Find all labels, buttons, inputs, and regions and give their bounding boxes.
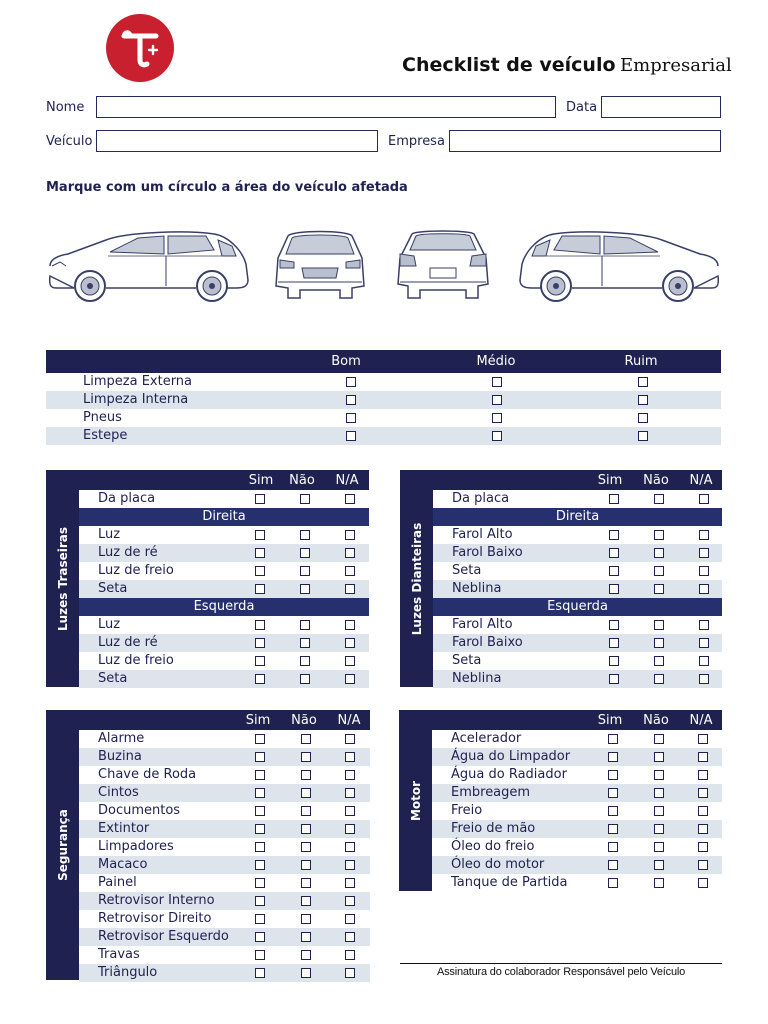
checkbox-2[interactable]	[301, 734, 311, 744]
checkbox-1[interactable]	[346, 413, 356, 423]
checkbox-3[interactable]	[699, 530, 709, 540]
checkbox-2[interactable]	[654, 860, 664, 870]
checkbox-2[interactable]	[301, 932, 311, 942]
row-label: Luz de ré	[98, 545, 158, 560]
motor-section	[399, 710, 722, 891]
checkbox-2[interactable]	[654, 788, 664, 798]
checkbox-2[interactable]	[654, 806, 664, 816]
motor-rows	[432, 730, 722, 892]
checkbox-3[interactable]	[699, 638, 709, 648]
data-field[interactable]	[601, 96, 721, 118]
checkbox-1[interactable]	[255, 896, 265, 906]
row-label: Luz	[98, 527, 121, 542]
row-label: Retrovisor Direito	[98, 911, 212, 926]
ld-header	[433, 470, 722, 490]
checkbox-2[interactable]	[300, 530, 310, 540]
checkbox-1[interactable]	[609, 566, 619, 576]
data-label: Data	[566, 100, 598, 115]
luzes-dianteiras-side	[400, 470, 433, 687]
checkbox-2[interactable]	[301, 824, 311, 834]
row-label: Farol Alto	[452, 617, 513, 632]
checkbox-2[interactable]	[492, 377, 502, 387]
subsection-header: Esquerda	[79, 598, 369, 616]
checkbox-1[interactable]	[255, 842, 265, 852]
table-row	[79, 652, 369, 670]
checkbox-2[interactable]	[654, 638, 664, 648]
checkbox-2[interactable]	[300, 656, 310, 666]
checkbox-1[interactable]	[609, 674, 619, 684]
checkbox-1[interactable]	[255, 656, 265, 666]
table-row	[79, 892, 370, 910]
empresa-field[interactable]	[449, 130, 721, 152]
row-label: Limpadores	[98, 839, 174, 854]
row-label: Seta	[98, 581, 128, 596]
checkbox-1[interactable]	[609, 530, 619, 540]
lt-col-na: N/A	[335, 473, 359, 488]
table-row	[79, 928, 370, 946]
general-condition-table	[46, 350, 721, 445]
row-label: Documentos	[98, 803, 181, 818]
checkbox-1[interactable]	[255, 788, 265, 798]
row-label: Farol Baixo	[452, 545, 523, 560]
table-row	[432, 838, 722, 856]
checkbox-1[interactable]	[255, 638, 265, 648]
table-row	[79, 820, 370, 838]
seg-col-nao: Não	[291, 713, 317, 728]
checkbox-1[interactable]	[255, 950, 265, 960]
checkbox-1[interactable]	[609, 620, 619, 630]
checkbox-3[interactable]	[699, 494, 709, 504]
nome-label: Nome	[46, 100, 85, 115]
checkbox-3[interactable]	[345, 914, 355, 924]
checkbox-3[interactable]	[699, 566, 709, 576]
checkbox-3[interactable]	[345, 548, 355, 558]
checkbox-2[interactable]	[300, 638, 310, 648]
checkbox-1[interactable]	[608, 806, 618, 816]
car-rear-illustration[interactable]	[394, 228, 492, 302]
checkbox-2[interactable]	[492, 431, 502, 441]
table-row	[46, 373, 721, 391]
damage-instruction: Marque com um círculo a área do veículo afetada	[46, 180, 408, 195]
checkbox-3[interactable]	[345, 494, 355, 504]
table-row	[79, 580, 369, 598]
checkbox-3[interactable]	[638, 377, 648, 387]
checkbox-1[interactable]	[346, 377, 356, 387]
row-label: Água do Radiador	[451, 767, 567, 782]
checkbox-1[interactable]	[609, 548, 619, 558]
signature-caption: Assinatura do colaborador Responsável pelo Veículo	[436, 966, 686, 978]
lt-col-sim: Sim	[248, 473, 274, 488]
row-label: Óleo do freio	[451, 839, 535, 854]
row-label: Luz de freio	[98, 563, 174, 578]
title-bold: Checklist de veículo	[402, 54, 616, 76]
seguranca-label: Segurança	[55, 809, 70, 881]
row-label: Cintos	[98, 785, 139, 800]
checkbox-1[interactable]	[608, 860, 618, 870]
checkbox-3[interactable]	[345, 860, 355, 870]
table-row	[79, 910, 370, 928]
ld-col-na: N/A	[689, 473, 713, 488]
row-label: Farol Baixo	[452, 635, 523, 650]
checkbox-2[interactable]	[301, 752, 311, 762]
checkbox-3[interactable]	[699, 656, 709, 666]
table-row	[79, 946, 370, 964]
table-row	[79, 562, 369, 580]
checkbox-3[interactable]	[698, 788, 708, 798]
seg-header	[79, 710, 370, 730]
table-row	[79, 784, 370, 802]
checkbox-3[interactable]	[345, 734, 355, 744]
checkbox-2[interactable]	[492, 413, 502, 423]
checkbox-2[interactable]	[654, 878, 664, 888]
checkbox-1[interactable]	[255, 860, 265, 870]
checkbox-3[interactable]	[699, 584, 709, 594]
checkbox-2[interactable]	[654, 770, 664, 780]
checkbox-1[interactable]	[609, 494, 619, 504]
checkbox-1[interactable]	[608, 824, 618, 834]
checkbox-2[interactable]	[654, 842, 664, 852]
checkbox-3[interactable]	[345, 638, 355, 648]
ld-col-nao: Não	[643, 473, 669, 488]
checkbox-1[interactable]	[346, 395, 356, 405]
row-label: Tanque de Partida	[451, 875, 568, 890]
checkbox-2[interactable]	[301, 968, 311, 978]
checkbox-1[interactable]	[255, 674, 265, 684]
car-side-right-illustration[interactable]	[516, 226, 722, 302]
checkbox-2[interactable]	[654, 548, 664, 558]
checkbox-3[interactable]	[345, 620, 355, 630]
row-label: Travas	[98, 947, 140, 962]
general-rows	[46, 373, 721, 445]
row-label: Alarme	[98, 731, 145, 746]
checkbox-2[interactable]	[654, 566, 664, 576]
table-row	[79, 766, 370, 784]
row-label: Da placa	[452, 491, 510, 506]
row-label: Retrovisor Esquerdo	[98, 929, 229, 944]
veiculo-label: Veículo	[46, 134, 93, 149]
table-row	[433, 562, 722, 580]
checkbox-2[interactable]	[300, 620, 310, 630]
row-label: Acelerador	[451, 731, 522, 746]
checkbox-2[interactable]	[300, 584, 310, 594]
checkbox-3[interactable]	[345, 968, 355, 978]
checkbox-3[interactable]	[698, 734, 708, 744]
table-row	[432, 856, 722, 874]
checkbox-3[interactable]	[345, 752, 355, 762]
checkbox-3[interactable]	[698, 770, 708, 780]
checkbox-1[interactable]	[255, 806, 265, 816]
checkbox-3[interactable]	[345, 932, 355, 942]
checkbox-1[interactable]	[255, 584, 265, 594]
row-label: Luz	[98, 617, 121, 632]
table-row	[432, 784, 722, 802]
row-label: Chave de Roda	[98, 767, 197, 782]
checkbox-2[interactable]	[301, 878, 311, 888]
checkbox-2[interactable]	[654, 584, 664, 594]
checkbox-1[interactable]	[608, 752, 618, 762]
checkbox-2[interactable]	[300, 674, 310, 684]
table-row	[433, 580, 722, 598]
table-row	[432, 766, 722, 784]
table-row	[79, 616, 369, 634]
table-row	[432, 820, 722, 838]
checkbox-1[interactable]	[255, 494, 265, 504]
row-label: Limpeza Interna	[83, 392, 189, 407]
checkbox-2[interactable]	[301, 860, 311, 870]
seg-col-na: N/A	[337, 713, 361, 728]
cross-t-logo-icon	[106, 14, 174, 82]
checkbox-3[interactable]	[699, 548, 709, 558]
table-row	[433, 670, 722, 688]
row-label: Painel	[98, 875, 137, 890]
row-label: Farol Alto	[452, 527, 513, 542]
checkbox-1[interactable]	[255, 968, 265, 978]
car-front-illustration[interactable]	[272, 228, 368, 302]
motor-label: Motor	[408, 780, 423, 821]
checkbox-1[interactable]	[255, 878, 265, 888]
table-row	[46, 427, 721, 445]
checkbox-3[interactable]	[345, 896, 355, 906]
checkbox-2[interactable]	[492, 395, 502, 405]
checkbox-1[interactable]	[608, 878, 618, 888]
table-row	[433, 526, 722, 544]
row-label: Da placa	[98, 491, 156, 506]
checkbox-1[interactable]	[255, 620, 265, 630]
table-row	[79, 670, 369, 688]
checkbox-3[interactable]	[345, 674, 355, 684]
seg-col-sim: Sim	[245, 713, 271, 728]
checkbox-3[interactable]	[699, 620, 709, 630]
row-label: Buzina	[98, 749, 142, 764]
nome-field[interactable]	[96, 96, 556, 118]
checkbox-1[interactable]	[255, 932, 265, 942]
checkbox-2[interactable]	[301, 896, 311, 906]
checkbox-3[interactable]	[345, 824, 355, 834]
ld-rows	[433, 490, 722, 688]
luzes-dianteiras-section	[400, 470, 722, 687]
checkbox-3[interactable]	[698, 860, 708, 870]
checkbox-2[interactable]	[301, 914, 311, 924]
checkbox-3[interactable]	[345, 770, 355, 780]
seguranca-section	[46, 710, 370, 980]
row-label: Limpeza Externa	[83, 374, 193, 389]
checkbox-3[interactable]	[345, 878, 355, 888]
motor-col-na: N/A	[689, 713, 713, 728]
checkbox-1[interactable]	[255, 770, 265, 780]
motor-col-nao: Não	[643, 713, 669, 728]
table-row	[79, 544, 369, 562]
checkbox-3[interactable]	[345, 656, 355, 666]
checkbox-3[interactable]	[345, 842, 355, 852]
row-label: Triângulo	[98, 965, 158, 980]
checkbox-2[interactable]	[654, 620, 664, 630]
checkbox-2[interactable]	[301, 788, 311, 798]
checkbox-2[interactable]	[654, 494, 664, 504]
checkbox-2[interactable]	[654, 674, 664, 684]
checkbox-2[interactable]	[654, 752, 664, 762]
row-label: Freio	[451, 803, 483, 818]
table-row	[432, 802, 722, 820]
checkbox-2[interactable]	[300, 494, 310, 504]
checkbox-3[interactable]	[638, 395, 648, 405]
checkbox-3[interactable]	[698, 806, 708, 816]
row-label: Neblina	[452, 581, 502, 596]
checkbox-2[interactable]	[300, 566, 310, 576]
company-logo	[106, 14, 174, 82]
row-label: Luz de freio	[98, 653, 174, 668]
table-row	[79, 634, 369, 652]
row-label: Macaco	[98, 857, 148, 872]
car-side-left-illustration[interactable]	[46, 226, 252, 302]
checkbox-1[interactable]	[255, 530, 265, 540]
checkbox-2[interactable]	[301, 842, 311, 852]
table-row	[79, 874, 370, 892]
row-label: Neblina	[452, 671, 502, 686]
subsection-header: Direita	[79, 508, 369, 526]
checkbox-3[interactable]	[638, 413, 648, 423]
table-row	[46, 409, 721, 427]
motor-col-sim: Sim	[597, 713, 623, 728]
table-row	[433, 544, 722, 562]
row-label: Estepe	[83, 428, 128, 443]
checkbox-1[interactable]	[608, 842, 618, 852]
checkbox-2[interactable]	[301, 770, 311, 780]
checkbox-1[interactable]	[255, 734, 265, 744]
luzes-dianteiras-label: Luzes Dianteiras	[409, 522, 424, 635]
checkbox-3[interactable]	[345, 566, 355, 576]
table-row	[79, 802, 370, 820]
lt-header	[79, 470, 369, 490]
signature-line[interactable]	[400, 963, 722, 964]
seg-rows	[79, 730, 370, 982]
luzes-traseiras-side	[46, 470, 79, 687]
motor-side	[399, 710, 432, 891]
table-row	[79, 730, 370, 748]
ld-col-sim: Sim	[597, 473, 623, 488]
row-label: Luz de ré	[98, 635, 158, 650]
veiculo-field[interactable]	[96, 130, 378, 152]
luzes-traseiras-label: Luzes Traseiras	[55, 526, 70, 631]
table-row	[79, 856, 370, 874]
table-row	[432, 748, 722, 766]
table-row	[433, 616, 722, 634]
table-row	[79, 526, 369, 544]
checkbox-2[interactable]	[654, 734, 664, 744]
row-label: Seta	[452, 653, 482, 668]
subsection-header: Esquerda	[433, 598, 722, 616]
row-label: Retrovisor Interno	[98, 893, 215, 908]
table-row	[433, 490, 722, 508]
lt-rows	[79, 490, 369, 688]
checkbox-2[interactable]	[654, 656, 664, 666]
checkbox-3[interactable]	[345, 806, 355, 816]
checkbox-3[interactable]	[698, 752, 708, 762]
checkbox-3[interactable]	[345, 584, 355, 594]
checkbox-3[interactable]	[698, 842, 708, 852]
table-row	[79, 964, 370, 982]
checkbox-1[interactable]	[255, 914, 265, 924]
table-row	[432, 874, 722, 892]
checkbox-3[interactable]	[699, 674, 709, 684]
table-row	[79, 490, 369, 508]
row-label: Seta	[452, 563, 482, 578]
subsection-header: Direita	[433, 508, 722, 526]
checkbox-1[interactable]	[255, 566, 265, 576]
checkbox-1[interactable]	[609, 656, 619, 666]
checkbox-3[interactable]	[698, 878, 708, 888]
checkbox-1[interactable]	[255, 752, 265, 762]
seguranca-side	[46, 710, 79, 980]
table-row	[79, 838, 370, 856]
checkbox-3[interactable]	[345, 950, 355, 960]
col-ruim: Ruim	[624, 354, 658, 369]
table-row	[433, 652, 722, 670]
table-row	[432, 730, 722, 748]
general-header	[46, 350, 721, 373]
checkbox-1[interactable]	[608, 788, 618, 798]
row-label: Extintor	[98, 821, 150, 836]
checkbox-1[interactable]	[346, 431, 356, 441]
checkbox-1[interactable]	[255, 824, 265, 834]
checkbox-3[interactable]	[345, 788, 355, 798]
col-bom: Bom	[331, 354, 361, 369]
row-label: Água do Limpador	[451, 749, 571, 764]
checkbox-2[interactable]	[300, 548, 310, 558]
motor-header	[432, 710, 722, 730]
row-label: Pneus	[83, 410, 122, 425]
col-medio: Médio	[476, 354, 516, 369]
checkbox-2[interactable]	[301, 806, 311, 816]
checkbox-1[interactable]	[255, 548, 265, 558]
checkbox-3[interactable]	[698, 824, 708, 834]
checkbox-1[interactable]	[609, 638, 619, 648]
checkbox-1[interactable]	[609, 584, 619, 594]
checkbox-3[interactable]	[345, 530, 355, 540]
row-label: Óleo do motor	[451, 857, 545, 872]
row-label: Seta	[98, 671, 128, 686]
row-label: Freio de mão	[451, 821, 536, 836]
luzes-traseiras-section	[46, 470, 369, 687]
document-title	[402, 54, 732, 76]
checkbox-1[interactable]	[608, 770, 618, 780]
checkbox-2[interactable]	[654, 824, 664, 834]
checkbox-2[interactable]	[301, 950, 311, 960]
lt-col-nao: Não	[289, 473, 315, 488]
checkbox-2[interactable]	[654, 530, 664, 540]
row-label: Embreagem	[451, 785, 531, 800]
table-row	[46, 391, 721, 409]
table-row	[79, 748, 370, 766]
checkbox-1[interactable]	[608, 734, 618, 744]
checkbox-3[interactable]	[638, 431, 648, 441]
table-row	[433, 634, 722, 652]
empresa-label: Empresa	[388, 134, 445, 149]
title-regular: Empresarial	[619, 55, 732, 76]
